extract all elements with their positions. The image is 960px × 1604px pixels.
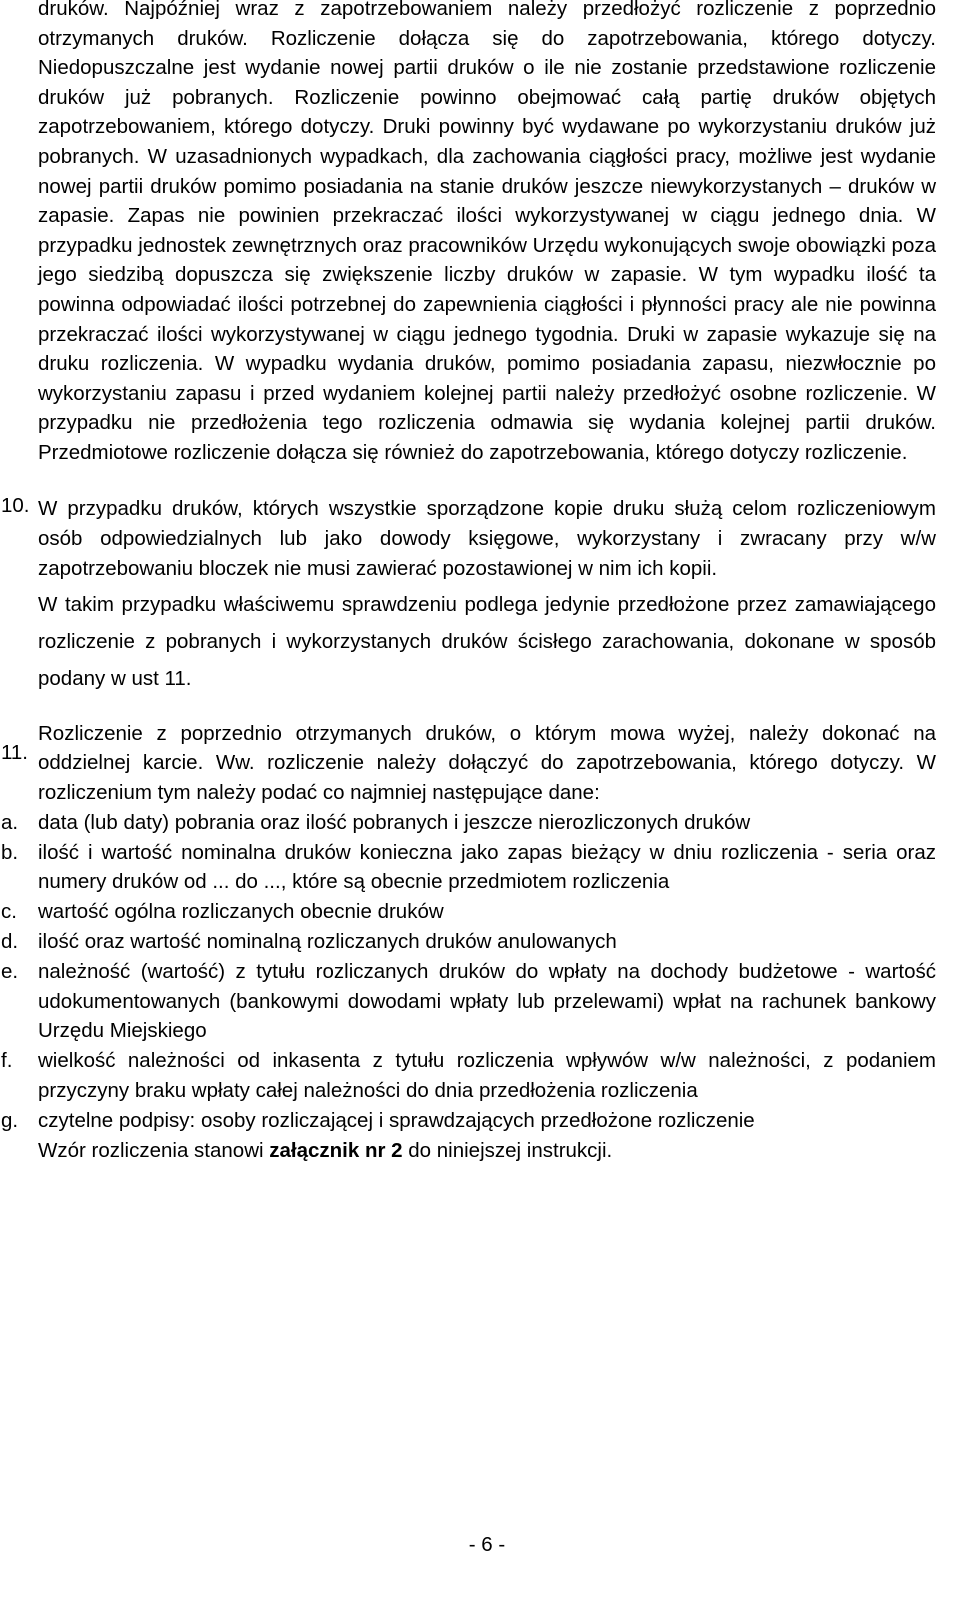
- list-item: [1, 1046, 936, 1106]
- list-item-text: wielkość należności od inkasenta z tytułu rozliczenia wpływów w/w należności, z podaniem przyczyny braku wpłaty całej należności do dnia przedłożenia rozliczenia: [38, 1049, 936, 1103]
- list-item-text: ilość oraz wartość nominalną rozliczanych druków anulowanych: [38, 930, 617, 954]
- section-number: 11.: [1, 740, 28, 764]
- attachment-reference: załącznik nr 2: [269, 1138, 403, 1162]
- list-item: [1, 808, 936, 838]
- list-item-text: należność (wartość) z tytułu rozliczanych druków do wpłaty na dochody budżetowe - wartość udokumentowanych (bankowymi dowodami wpłaty lub przelewami) wpłat na rachunek bankowy Urzędu Miejskiego: [38, 959, 936, 1043]
- list-item-text: data (lub daty) pobrania oraz ilość pobranych i jeszcze nierozliczonych druków: [38, 810, 751, 834]
- section-11: [1, 719, 936, 1166]
- list-item-text: czytelne podpisy: osoby rozliczającej i sprawdzających przedłożone rozliczenie: [38, 1108, 755, 1132]
- list-item: [1, 957, 936, 1046]
- attachment-note: [38, 1136, 936, 1166]
- list-marker: g.: [1, 1108, 19, 1132]
- list-marker: b.: [1, 840, 19, 864]
- list-marker: c.: [1, 900, 17, 924]
- list-marker: e.: [1, 959, 19, 983]
- attachment-note-suffix: do niniejszej instrukcji.: [402, 1138, 613, 1162]
- section-10-text: W przypadku druków, których wszystkie sporządzone kopie druku służą celom rozliczeniowym osób odpowiedzialnych lub jako dowody księgowe, wykorzystany i zwracany przy w/w zapotrzebowaniu bloczek nie musi zawierać pozostawionej w nim ich kopii.: [38, 496, 936, 580]
- list-item: [1, 838, 936, 898]
- page-number: - 6 -: [468, 1533, 506, 1556]
- section-11-text: Rozliczenie z poprzednio otrzymanych druków, o którym mowa wyżej, należy dokonać na oddzielnej karcie. Ww. rozliczenie należy dołączyć do zapotrzebowania, którego dotyczy. W rozliczenium tym należy podać co najmniej następujące dane:: [38, 721, 936, 805]
- section-number: 10.: [1, 493, 30, 517]
- list-marker: d.: [1, 930, 19, 954]
- section-10: [1, 493, 936, 697]
- requirements-list: [1, 808, 936, 1136]
- attachment-note-prefix: Wzór rozliczenia stanowi: [38, 1138, 270, 1162]
- document-page: [1, 0, 936, 1556]
- paragraph-continuation: druków. Najpóźniej wraz z zapotrzebowaniem należy przedłożyć rozliczenie z poprzednio otrzymanych druków. Rozliczenie dołącza się do zapotrzebowania, którego dotyczy. Niedopuszczalne jest wydanie nowej partii druków o ile nie zostanie przedstawione rozliczenie druków już pobranych. Rozliczenie powinno obejmować całą partię druków objętych zapotrzebowaniem, którego dotyczy. Druki powinny być wydawane po wykorzystaniu druków już pobranych. W uzasadnionych wypadkach, dla zachowania ciągłości pracy, możliwe jest wydanie nowej partii druków pomimo posiadania na stanie druków jeszcze niewykorzystanych – druków w zapasie. Zapas nie powinien przekraczać ilości wykorzystywanej w ciągu jednego dnia. W przypadku jednostek zewnętrznych oraz pracowników Urzędu wykonujących swoje obowiązki poza jego siedzibą dopuszcza się zwiększenie liczby druków w zapasie. W tym wypadku ilość ta powinna odpowiadać ilości potrzebnej do zapewnienia ciągłości i płynności pracy ale nie powinna przekraczać ilości wykorzystywanej w ciągu jednego tygodnia. Druki w zapasie wykazuje się na druku rozliczenia. W wypadku wydania druków, pomimo posiadania zapasu, niezwłocznie po wykorzystaniu zapasu i przed wydaniem kolejnej partii należy przedłożyć osobne rozliczenie. W przypadku nie przedłożenia tego rozliczenia odmawia się wydania kolejnej partii druków. Przedmiotowe rozliczenie dołącza się również do zapotrzebowania, którego dotyczy rozliczenie.: [38, 0, 936, 464]
- section-10-text-2: W takim przypadku właściwemu sprawdzeniu podlega jedynie przedłożone przez zamawiającego rozliczenie z pobranych i wykorzystanych druków ścisłego zarachowania, dokonane w sposób podany w ust 11.: [38, 592, 936, 690]
- list-item: [1, 1106, 936, 1136]
- list-item-text: ilość i wartość nominalna druków konieczna jako zapas bieżący w dniu rozliczenia - seria oraz numery druków od ... do ..., które są obecnie przedmiotem rozliczenia: [38, 840, 936, 894]
- list-item-text: wartość ogólna rozliczanych obecnie druków: [38, 900, 444, 924]
- list-marker: a.: [1, 810, 19, 834]
- list-item: [1, 897, 936, 927]
- list-marker: f.: [1, 1049, 13, 1073]
- list-item: [1, 927, 936, 957]
